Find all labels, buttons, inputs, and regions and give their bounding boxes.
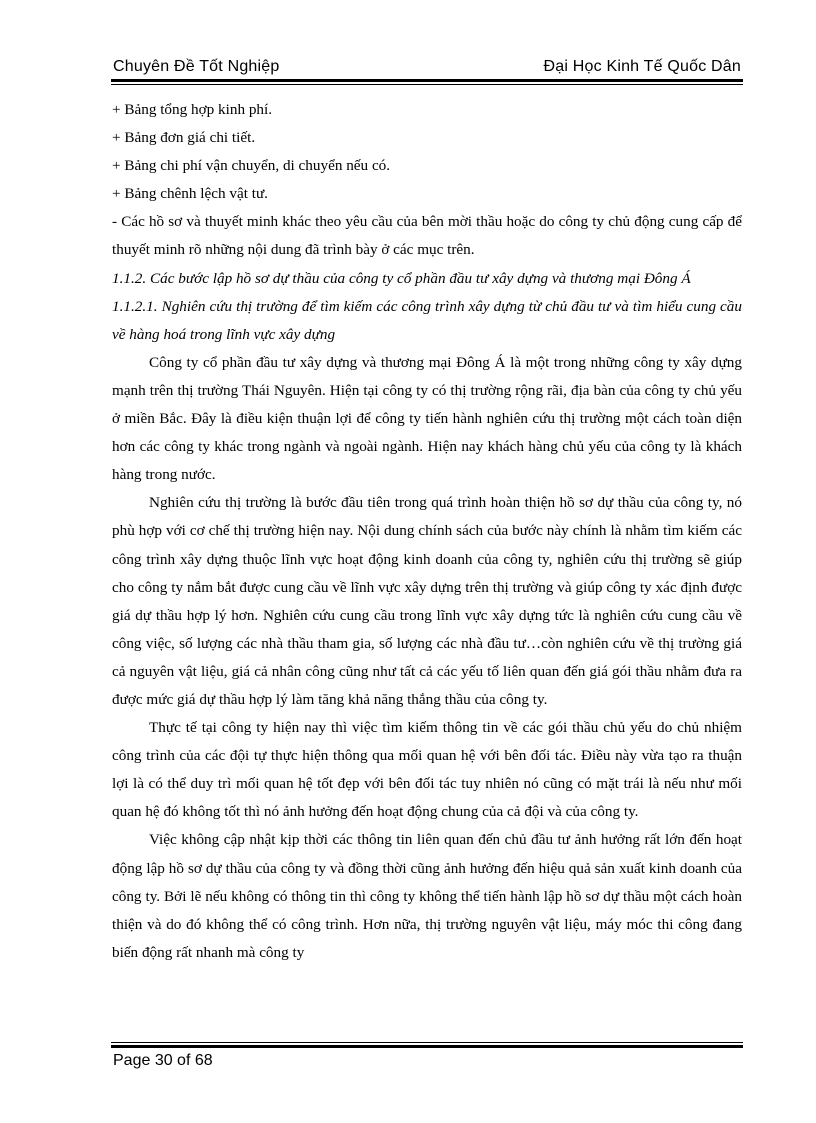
body-paragraph: Nghiên cứu thị trường là bước đầu tiên trong quá trình hoàn thiện hồ sơ dự thầu của công ty, nó phù hợp với cơ chế thị trường hiện nay. Nội dung chính sách của bước này chính là nhằm tìm kiếm các công trình xây dựng thuộc lĩnh vực hoạt động kinh doanh của công ty, nghiên cứu thị trường sẽ giúp cho công ty nắm bắt được cung cầu về lĩnh vực xây dựng trên thị trường và giúp công ty xác định được giá dự thầu hợp lý hơn. Nghiên cứu cung cầu trong lĩnh vực xây dựng tức là nghiên cứu cung cầu về công việc, số lượng các nhà thầu tham gia, số lượng các nhà đầu tư…còn nghiên cứu về thị trường giá cả nguyên vật liệu, giá cả nhân công cũng như tất cả các yếu tố liên quan đến giá gói thầu nhằm đưa ra được mức giá dự thầu hợp lý làm tăng khả năng thắng thầu của công ty.: [112, 494, 742, 708]
section-heading-1-1-2-1: 1.1.2.1. Nghiên cứu thị trường để tìm kiếm các công trình xây dựng từ chủ đầu tư và tìm hiểu cung cầu về hàng hoá trong lĩnh vực xây dựng: [112, 297, 742, 343]
header-course-title: Chuyên Đề Tốt Nghiệp: [113, 58, 280, 75]
bullet-item: + Bảng chi phí vận chuyển, di chuyển nếu có.: [112, 157, 391, 175]
dash-item: - Các hồ sơ và thuyết minh khác theo yêu cầu của bên mời thầu hoặc do công ty chủ động cung cấp để thuyết minh rõ những nội dung đã trình bày ở các mục trên.: [112, 213, 742, 259]
body-paragraph: Công ty cổ phần đầu tư xây dựng và thương mại Đông Á là một trong những công ty xây dựng mạnh trên thị trường Thái Nguyên. Hiện tại công ty có thị trường rộng rãi, địa bàn của công ty chủ yếu ở miền Bắc. Đây là điều kiện thuận lợi để công ty tiến hành nghiên cứu thị trường một cách toàn diện hơn các công ty khác trong ngành và ngoài ngành. Hiện nay khách hàng chủ yếu của công ty là khách hàng trong nước.: [112, 353, 742, 484]
bullet-item: + Bảng đơn giá chi tiết.: [112, 129, 256, 147]
section-heading-1-1-2: 1.1.2. Các bước lập hồ sơ dự thầu của công ty cổ phần đầu tư xây dựng và thương mại Đông Á: [112, 269, 691, 287]
header-rule-thin: [111, 84, 743, 85]
bullet-item: + Bảng chênh lệch vật tư.: [112, 185, 268, 203]
page-number: Page 30 of 68: [113, 1052, 213, 1069]
header-university-name: Đại Học Kinh Tế Quốc Dân: [543, 58, 741, 75]
page-header: [113, 52, 741, 76]
document-body: [112, 96, 742, 967]
body-paragraph: Việc không cập nhật kịp thời các thông tin liên quan đến chủ đầu tư ảnh hưởng rất lớn đến hoạt động lập hồ sơ dự thầu của công ty và đồng thời cũng ảnh hưởng đến hiệu quả sản xuất kinh doanh của công ty. Bởi lẽ nếu không có thông tin thì công ty không thể tiến hành lập hồ sơ dự thầu một cách hoàn thiện và do đó không thể có công trình. Hơn nữa, thị trường nguyên vật liệu, máy móc thi công đang biến động rất nhanh mà công ty: [112, 831, 742, 961]
footer-rule-thin: [111, 1042, 743, 1043]
bullet-item: + Bảng tổng hợp kinh phí.: [112, 101, 273, 118]
body-paragraph: Thực tế tại công ty hiện nay thì việc tìm kiếm thông tin về các gói thầu chủ yếu do chủ nhiệm công trình của các đội tự thực hiện thông qua mối quan hệ với bên đối tác. Điều này vừa tạo ra thuận lợi là có thể duy trì mối quan hệ tốt đẹp với bên đối tác tuy nhiên nó cũng có mặt trái là nếu như mối quan hệ đó không tốt thì nó ảnh hưởng đến hoạt động chung của cả đội và của công ty.: [112, 719, 742, 821]
footer-rule-thick: [111, 1045, 743, 1048]
header-rule-thick: [111, 79, 743, 82]
